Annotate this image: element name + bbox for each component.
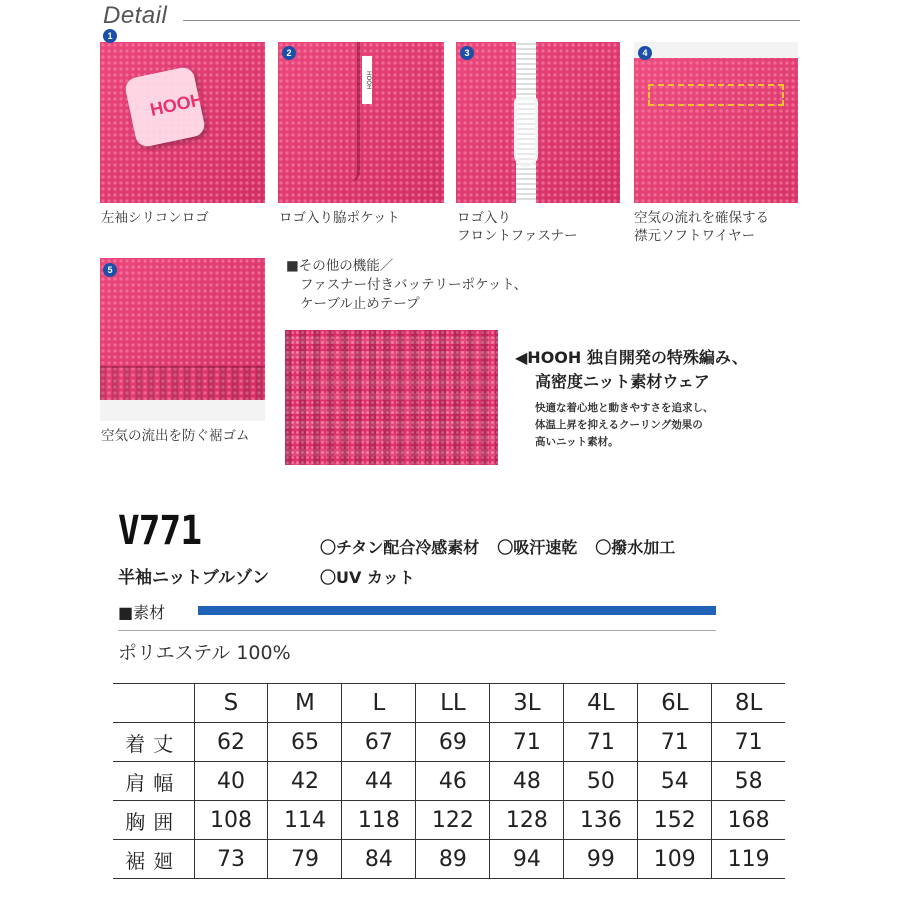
table-cell: 71: [490, 723, 564, 762]
detail-number-5: 5: [103, 263, 117, 277]
table-cell: 118: [342, 801, 416, 840]
detail-number-2: 2: [282, 46, 296, 60]
detail-number-1: 1: [103, 29, 117, 43]
detail-number-3: 3: [460, 46, 474, 60]
other-features: [286, 257, 527, 314]
table-cell: 114: [268, 801, 342, 840]
model-number: V771: [118, 508, 202, 554]
photo-knit-fabric: [285, 330, 498, 465]
table-cell: 109: [638, 840, 712, 879]
table-cell: 122: [416, 801, 490, 840]
size-header: 4L: [564, 684, 638, 723]
table-cell: 152: [638, 801, 712, 840]
cuff-background: [100, 400, 265, 421]
photo-front-zipper: [456, 42, 620, 203]
feature-item: 〇チタン配合冷感素材: [320, 538, 480, 557]
table-cell: 119: [712, 840, 785, 879]
table-cell: 58: [712, 762, 785, 801]
table-cell: 71: [564, 723, 638, 762]
feature-item: 〇撥水加工: [595, 538, 676, 557]
table-cell: 79: [268, 840, 342, 879]
elastic-cuff: [100, 366, 265, 400]
table-cell: 69: [416, 723, 490, 762]
table-cell: 44: [342, 762, 416, 801]
table-cell: 94: [490, 840, 564, 879]
feature-item: 〇吸汗速乾: [497, 538, 578, 557]
table-cell: 40: [194, 762, 268, 801]
zipper-pull: [514, 97, 538, 167]
table-cell: 48: [490, 762, 564, 801]
table-cell: 67: [342, 723, 416, 762]
knit-heading: ◀HOOH 独自開発の特殊編み、 高密度ニット素材ウェア: [515, 348, 748, 391]
table-cell: 42: [268, 762, 342, 801]
caption-2: ロゴ入り脇ポケット: [279, 210, 400, 226]
size-header: L: [342, 684, 416, 723]
detail-number-4: 4: [638, 46, 652, 60]
table-cell: 62: [194, 723, 268, 762]
size-header: 8L: [712, 684, 785, 723]
table-row: [113, 762, 785, 801]
other-features-heading: ■その他の機能／: [286, 258, 394, 274]
table-cell: 128: [490, 801, 564, 840]
size-header: 3L: [490, 684, 564, 723]
pocket-seam: [350, 42, 360, 182]
photo-side-pocket: [278, 42, 444, 203]
table-cell: 84: [342, 840, 416, 879]
feature-list: [320, 533, 693, 593]
table-row: [113, 840, 785, 879]
size-header-row: [113, 684, 785, 723]
table-cell: 108: [194, 801, 268, 840]
size-table-corner: [113, 684, 194, 723]
product-name: 半袖ニットブルゾン: [118, 568, 270, 588]
silicone-logo-badge: [123, 65, 206, 148]
other-feature-item: ケーブル止めテープ: [300, 296, 420, 312]
feature-item: 〇UV カット: [320, 568, 415, 587]
material-value: ポリエステル 100%: [118, 642, 291, 664]
table-cell: 65: [268, 723, 342, 762]
size-header: LL: [416, 684, 490, 723]
table-cell: 136: [564, 801, 638, 840]
table-cell: 71: [638, 723, 712, 762]
caption-4: 空気の流れを確保する 襟元ソフトワイヤー: [634, 210, 769, 244]
row-label: 肩幅: [113, 762, 194, 801]
caption-1: 左袖シリコンロゴ: [101, 210, 209, 226]
material-bar: [198, 606, 716, 615]
photo-hem-elastic: [100, 258, 265, 421]
detail-title: Detail: [103, 2, 168, 29]
table-row: [113, 723, 785, 762]
row-label: 裾廻: [113, 840, 194, 879]
caption-5: 空気の流出を防ぐ裾ゴム: [101, 428, 250, 444]
table-row: [113, 801, 785, 840]
logo-tag: HOOH: [362, 56, 372, 104]
other-feature-item: ファスナー付きバッテリーポケット、: [300, 277, 528, 293]
size-header: S: [194, 684, 268, 723]
table-cell: 89: [416, 840, 490, 879]
row-label: 胸囲: [113, 801, 194, 840]
detail-divider: [183, 20, 800, 21]
material-label: ■素材: [118, 603, 166, 622]
table-cell: 168: [712, 801, 785, 840]
size-header: M: [268, 684, 342, 723]
table-cell: 50: [564, 762, 638, 801]
logo-text: HOOH: [148, 89, 206, 120]
photo-sleeve-logo: [100, 42, 265, 203]
table-cell: 46: [416, 762, 490, 801]
row-label: 着丈: [113, 723, 194, 762]
table-cell: 73: [194, 840, 268, 879]
table-cell: 99: [564, 840, 638, 879]
photo-collar-wire: [634, 42, 798, 203]
size-table: [113, 683, 785, 879]
wire-outline: [648, 84, 784, 106]
material-divider: [118, 630, 716, 631]
knit-description: 快適な着心地と動きやすさを追求し、 体温上昇を抑えるクーリング効果の 高いニット素材。: [535, 402, 714, 448]
table-cell: 54: [638, 762, 712, 801]
collar-band: [634, 42, 798, 58]
caption-3: ロゴ入り フロントファスナー: [457, 210, 578, 244]
table-cell: 71: [712, 723, 785, 762]
size-header: 6L: [638, 684, 712, 723]
